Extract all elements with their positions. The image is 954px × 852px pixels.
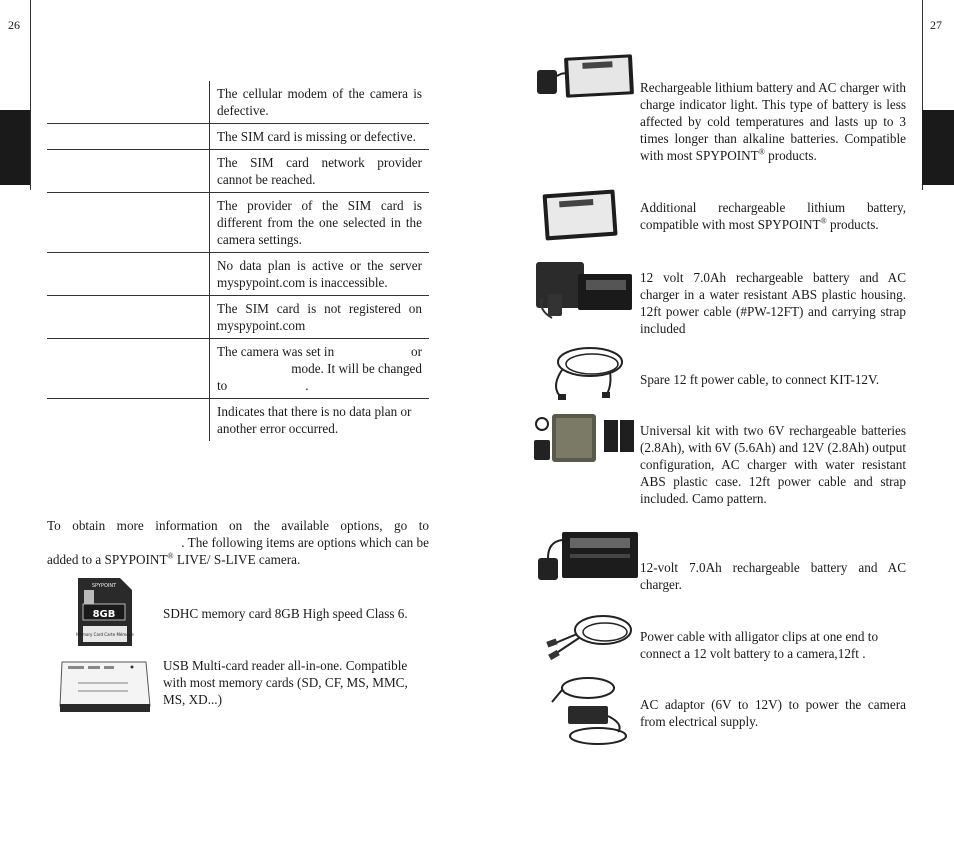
table-cell-description: The cellular modem of the camera is defective. xyxy=(217,86,422,118)
table-row xyxy=(47,124,429,150)
table-row xyxy=(47,399,429,442)
table-cell-description: The SIM card network provider cannot be reached. xyxy=(210,150,430,193)
lithium-battery-image xyxy=(540,186,620,242)
battery-kit-12v-image xyxy=(532,258,636,324)
table-row xyxy=(47,296,429,339)
card-reader-image xyxy=(58,656,152,714)
sd-capacity: 8GB xyxy=(92,609,116,620)
table-cell-description xyxy=(210,339,430,399)
table-row xyxy=(47,253,429,296)
status-table xyxy=(47,81,429,441)
battery-12v-charger-description: 12-volt 7.0Ah rechargeable battery and AC charger. xyxy=(640,560,906,592)
table-cell-description: The SIM card is missing or defective. xyxy=(210,124,430,150)
universal-kit-description: Universal kit with two 6V rechargeable batteries (2.8Ah), with 6V (5.6Ah) and 12V (2.8Ah) output configuration, AC charger with water resistant ABS plastic case. 12ft power cable and strap included. Camo pattern. xyxy=(640,423,906,506)
table-cell-description: Indicates that there is no data plan or another error occurred. xyxy=(210,399,430,442)
options-intro xyxy=(47,517,429,568)
universal-kit-image xyxy=(532,410,636,468)
desc-part: . xyxy=(305,378,309,393)
desc-part: The camera was set in xyxy=(217,344,335,359)
ac-adaptor-description: AC adaptor (6V to 12V) to power the camera from electrical supply. xyxy=(640,697,906,729)
page-number-right: 27 xyxy=(930,18,942,32)
sd-brand: SPYPOINT xyxy=(91,583,117,589)
intro-line-2: . The following items are options which can be xyxy=(181,535,429,550)
battery-kit-12v-description: 12 volt 7.0Ah rechargeable battery and AC charger in a water resistant ABS plastic housing. 12ft power cable (#PW-12FT) and carrying strap included xyxy=(640,270,906,336)
page-number-left: 26 xyxy=(8,18,20,32)
sd-card-image xyxy=(76,576,134,648)
left-margin-rule xyxy=(30,0,31,190)
power-cable-image xyxy=(540,340,632,402)
intro-line-3: added to a SPYPOINT® LIVE/ S-LIVE camera. xyxy=(47,551,301,567)
table-row xyxy=(47,193,429,253)
lithium-battery-charger-image xyxy=(535,52,635,100)
table-cell-description: The SIM card is not registered on myspypoint.com xyxy=(210,296,430,339)
table-row xyxy=(47,339,429,399)
power-cable-description: Spare 12 ft power cable, to connect KIT-12V. xyxy=(640,372,880,387)
additional-battery-description: Additional rechargeable lithium battery, compatible with most SPYPOINT® products. xyxy=(640,200,906,232)
table-cell-description: The provider of the SIM card is different from the one selected in the camera settings. xyxy=(210,193,430,253)
lithium-battery-charger-description: Rechargeable lithium battery and AC charger with charge indicator light. This type of battery is less affected by cold temperatures and lasts up to 3 times longer than alkaline batteries. Compatible with most SPYPOINT® products. xyxy=(640,80,906,163)
table-row xyxy=(47,81,429,124)
desc-part: mode. It will be changed xyxy=(291,361,422,376)
sd-card-description: SDHC memory card 8GB High speed Class 6. xyxy=(163,606,408,621)
sd-label: Memory Card Carte Mémoire xyxy=(76,632,134,637)
alligator-cable-image xyxy=(545,608,637,662)
right-section-tab xyxy=(922,110,954,185)
intro-line-1: To obtain more information on the available options, go to xyxy=(47,518,429,533)
left-section-tab xyxy=(0,110,30,185)
alligator-cable-description: Power cable with alligator clips at one end to connect a 12 volt battery to a camera,12ft . xyxy=(640,629,879,661)
battery-12v-charger-image xyxy=(536,528,640,584)
ac-adaptor-image xyxy=(548,672,638,748)
table-cell-description: No data plan is active or the server myspypoint.com is inaccessible. xyxy=(210,253,430,296)
table-row xyxy=(47,150,429,193)
card-reader-description: USB Multi-card reader all-in-one. Compatible with most memory cards (SD, CF, MS, MMC, MS, XD...) xyxy=(163,658,408,707)
desc-part: to xyxy=(217,378,228,393)
desc-part: or xyxy=(411,344,422,359)
